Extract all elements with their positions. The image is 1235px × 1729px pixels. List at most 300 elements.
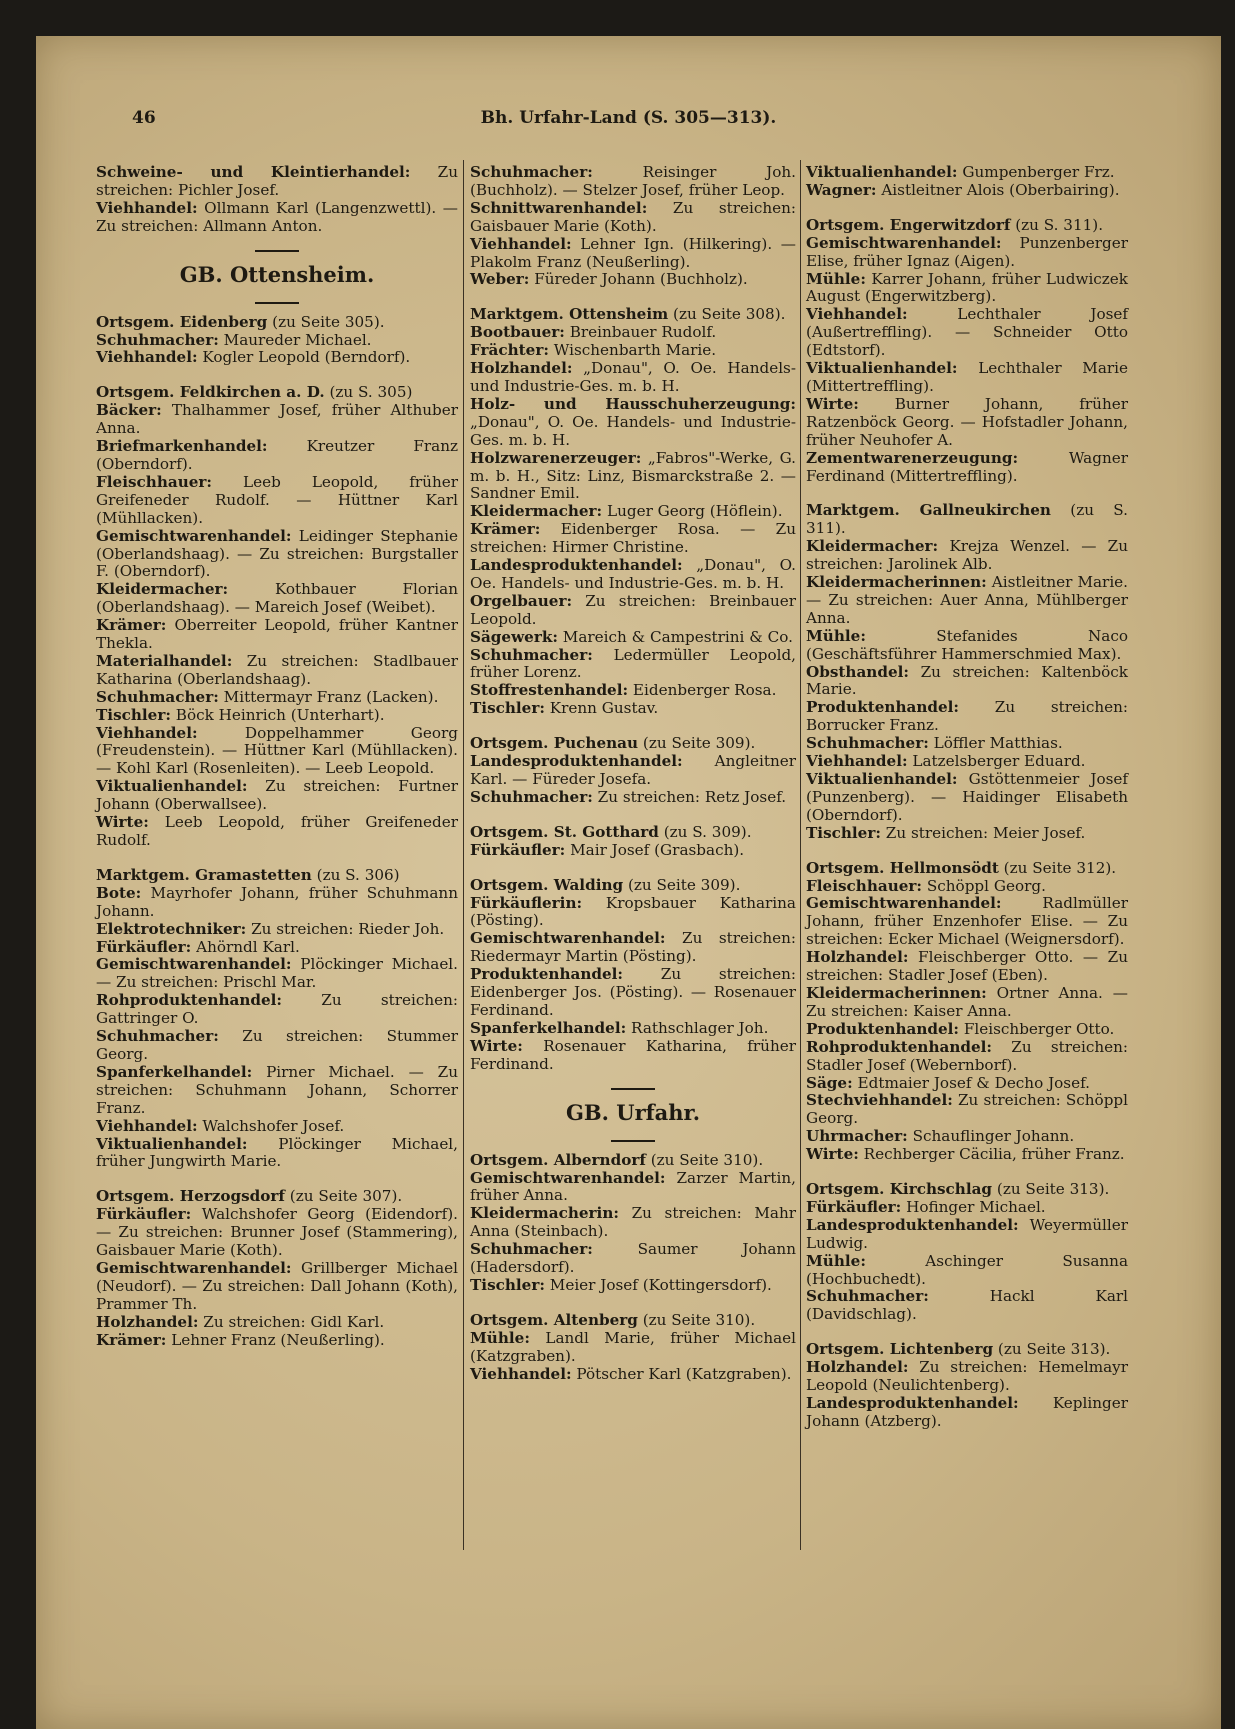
directory-entry bbox=[96, 814, 458, 850]
directory-entry bbox=[96, 164, 458, 200]
entry-keyword: Schnittwarenhandel: bbox=[470, 198, 648, 217]
directory-entry bbox=[96, 921, 458, 939]
entry-keyword: Viehhandel: bbox=[806, 305, 908, 324]
directory-entry bbox=[96, 1188, 458, 1206]
entry-text: Landl Marie, früher Michael (Katzgraben). bbox=[470, 1328, 796, 1365]
section-gap bbox=[470, 1295, 796, 1312]
entry-keyword: Viktualienhandel: bbox=[96, 1134, 248, 1153]
entry-text: Ahörndl Karl. bbox=[191, 937, 300, 956]
entry-keyword: Briefmarkenhandel: bbox=[96, 437, 268, 456]
directory-entry bbox=[806, 1341, 1128, 1359]
directory-entry bbox=[470, 700, 796, 718]
page-header bbox=[132, 108, 1125, 138]
entry-keyword: Stoffrestenhandel: bbox=[470, 681, 629, 700]
entry-keyword: Fürkäuflerin: bbox=[470, 893, 583, 912]
entry-keyword: Wirte: bbox=[806, 394, 859, 413]
entry-keyword: Krämer: bbox=[96, 1330, 167, 1349]
directory-entry bbox=[96, 1206, 458, 1260]
entry-text: (zu Seite 310). bbox=[637, 1310, 756, 1329]
directory-entry bbox=[96, 939, 458, 957]
entry-text: Leeb Leopold, früher Greifeneder Rudolf. — Hüttner Karl (Mühllacken). bbox=[96, 472, 458, 527]
entry-keyword: Tischler: bbox=[470, 1275, 545, 1294]
entry-text: Thalhammer Josef, früher Althuber Anna. bbox=[96, 401, 458, 438]
entry-text: Füreder Johann (Buchholz). bbox=[529, 270, 748, 289]
entry-keyword: Tischler: bbox=[806, 823, 881, 842]
directory-entry bbox=[470, 164, 796, 200]
entry-text: Zu streichen: Riedermayr Martin (Pösting). bbox=[470, 929, 796, 966]
directory-entry bbox=[470, 930, 796, 966]
directory-entry bbox=[96, 314, 458, 332]
directory-entry bbox=[470, 1038, 796, 1074]
entry-keyword: Holzhandel: bbox=[806, 1358, 909, 1377]
entry-keyword: Uhrmacher: bbox=[806, 1127, 908, 1146]
entry-text: Rechberger Cäcilia, früher Franz. bbox=[858, 1145, 1125, 1164]
entry-keyword: Orgelbauer: bbox=[470, 591, 573, 610]
entry-keyword: Viktualienhandel: bbox=[806, 770, 958, 788]
entry-text: Breinbauer Rudolf. bbox=[564, 323, 717, 342]
entry-keyword: Ortsgem. Puchenau bbox=[470, 734, 639, 753]
directory-entry bbox=[806, 217, 1128, 235]
entry-text: Angleitner Karl. — Füreder Josefa. bbox=[470, 752, 796, 788]
directory-entry bbox=[470, 1241, 796, 1277]
column-left bbox=[96, 164, 458, 1349]
entry-text: Kogler Leopold (Berndorf). bbox=[197, 348, 411, 367]
entry-keyword: Bäcker: bbox=[96, 401, 162, 420]
entry-text: Meier Josef (Kottingersdorf). bbox=[544, 1275, 772, 1294]
directory-entry bbox=[96, 778, 458, 814]
entry-keyword: Fürkäufler: bbox=[96, 1205, 192, 1224]
entry-keyword: Ortsgem. Engerwitzdorf bbox=[806, 215, 1011, 234]
directory-entry bbox=[470, 396, 796, 450]
entry-text: (zu S. 309). bbox=[658, 822, 752, 841]
entry-keyword: Holzhandel: bbox=[96, 1312, 199, 1331]
directory-entry bbox=[96, 1064, 458, 1118]
entry-keyword: Gemischtwarenhandel: bbox=[96, 1258, 292, 1277]
entry-text: Zu streichen: Pichler Josef. bbox=[96, 163, 459, 199]
entry-text: Wagner Ferdinand (Mittertreffling). bbox=[806, 448, 1128, 485]
directory-entry bbox=[470, 824, 796, 842]
entry-text: Kothbauer Florian (Oberlandshaag). — Mareich Josef (Weibet). bbox=[96, 580, 458, 617]
column-middle bbox=[470, 164, 796, 1383]
directory-entry bbox=[470, 200, 796, 236]
directory-entry bbox=[806, 360, 1128, 396]
entry-keyword: Bote: bbox=[96, 883, 142, 902]
entry-text: Gstöttenmeier Josef (Punzenberg). — Haidinger Elisabeth (Oberndorf). bbox=[806, 770, 1128, 824]
directory-entry bbox=[806, 396, 1128, 450]
entry-text: Zu streichen: Kaltenböck Marie. bbox=[806, 662, 1128, 699]
directory-entry bbox=[806, 1092, 1128, 1128]
section-gap bbox=[470, 860, 796, 877]
entry-keyword: Viehhandel: bbox=[470, 234, 572, 253]
entry-keyword: Materialhandel: bbox=[96, 651, 233, 670]
directory-entry bbox=[806, 1217, 1128, 1253]
entry-keyword: Schuhmacher: bbox=[470, 787, 593, 806]
entry-keyword: Viehhandel: bbox=[470, 1364, 572, 1383]
section-rule bbox=[255, 250, 299, 252]
entry-text: Walchshofer Josef. bbox=[197, 1116, 345, 1135]
entry-keyword: Schuhmacher: bbox=[96, 1027, 219, 1046]
entry-text: Saumer Johann (Hadersdorf). bbox=[470, 1240, 796, 1277]
entry-text: Löffler Matthias. bbox=[928, 734, 1063, 753]
entry-text: Zu streichen: Borrucker Franz. bbox=[806, 698, 1128, 735]
entry-keyword: Landesproduktenhandel: bbox=[470, 556, 683, 575]
entry-keyword: Fleischhauer: bbox=[806, 876, 923, 895]
entry-text: Zu streichen: Gidl Karl. bbox=[198, 1312, 385, 1331]
entry-keyword: Stechviehhandel: bbox=[806, 1091, 953, 1110]
entry-keyword: Kleidermacherinnen: bbox=[806, 983, 987, 1002]
entry-text: Punzenberger Elise, früher Ignaz (Aigen). bbox=[806, 233, 1128, 270]
entry-keyword: Produktenhandel: bbox=[806, 1019, 960, 1038]
entry-text: Reisinger Joh. (Buchholz). — Stelzer Josef, früher Leop. bbox=[470, 163, 796, 199]
entry-keyword: Mühle: bbox=[470, 1328, 530, 1347]
directory-entry bbox=[96, 200, 458, 236]
entry-keyword: Ortsgem. Kirchschlag bbox=[806, 1180, 993, 1199]
entry-text: Lechthaler Josef (Außertreffling). — Schneider Otto (Edtstorf). bbox=[806, 305, 1128, 360]
entry-keyword: Schuhmacher: bbox=[806, 734, 929, 753]
directory-entry bbox=[96, 581, 458, 617]
entry-keyword: Gemischtwarenhandel: bbox=[470, 929, 666, 948]
entry-text: Leidinger Stephanie (Oberlandshaag). — Zu streichen: Burgstaller F. (Oberndorf). bbox=[96, 526, 458, 581]
directory-entry bbox=[96, 474, 458, 528]
entry-keyword: Viehhandel: bbox=[96, 723, 198, 742]
directory-entry bbox=[96, 617, 458, 653]
directory-entry bbox=[96, 867, 458, 885]
entry-keyword: Spanferkelhandel: bbox=[470, 1018, 627, 1037]
directory-entry bbox=[806, 895, 1128, 949]
entry-text: „Donau", O. Oe. Handels- und Industrie-Ges. m. b. H. bbox=[470, 359, 796, 395]
directory-entry bbox=[96, 725, 458, 779]
directory-entry bbox=[470, 735, 796, 753]
directory-entry bbox=[806, 753, 1128, 771]
directory-entry bbox=[806, 949, 1128, 985]
entry-keyword: Landesproduktenhandel: bbox=[470, 752, 683, 771]
entry-keyword: Ortsgem. Eidenberg bbox=[96, 312, 268, 331]
entry-keyword: Ortsgem. Herzogsdorf bbox=[96, 1187, 285, 1206]
directory-entry bbox=[806, 1395, 1128, 1431]
directory-entry bbox=[470, 895, 796, 931]
entry-keyword: Viktualienhandel: bbox=[96, 777, 248, 796]
page-number: 46 bbox=[132, 108, 156, 128]
directory-entry bbox=[470, 877, 796, 895]
directory-entry bbox=[96, 1332, 458, 1350]
entry-text: (zu Seite 309). bbox=[638, 734, 756, 753]
directory-entry bbox=[96, 402, 458, 438]
entry-keyword: Fürkäufler: bbox=[470, 840, 566, 859]
directory-entry bbox=[470, 1170, 796, 1206]
directory-entry bbox=[470, 842, 796, 860]
entry-text: (zu Seite 313). bbox=[992, 1180, 1110, 1199]
entry-keyword: Ortsgem. Alberndorf bbox=[470, 1150, 646, 1169]
entry-text: Wischenbarth Marie. bbox=[548, 341, 717, 360]
entry-keyword: Gemischtwarenhandel: bbox=[806, 233, 1002, 252]
entry-text: Zarzer Martin, früher Anna. bbox=[470, 1168, 796, 1205]
directory-entry bbox=[96, 1118, 458, 1136]
entry-keyword: Fürkäufler: bbox=[96, 937, 192, 956]
directory-entry bbox=[806, 502, 1128, 538]
entry-keyword: Tischler: bbox=[96, 705, 171, 724]
directory-entry bbox=[470, 503, 796, 521]
entry-keyword: Landesproduktenhandel: bbox=[806, 1394, 1019, 1412]
directory-entry bbox=[470, 1366, 796, 1384]
section-gap bbox=[806, 485, 1128, 502]
entry-keyword: Ortsgem. Feldkirchen a. D. bbox=[96, 383, 325, 402]
entry-text: Plöckinger Michael, früher Jungwirth Marie. bbox=[96, 1134, 458, 1171]
directory-entry bbox=[806, 1039, 1128, 1075]
entry-keyword: Elektrotechniker: bbox=[96, 919, 247, 938]
entry-keyword: Schuhmacher: bbox=[96, 687, 219, 706]
directory-entry bbox=[806, 985, 1128, 1021]
entry-text: Lehner Franz (Neußerling). bbox=[166, 1330, 385, 1349]
entry-text: Pirner Michael. — Zu streichen: Schuhmann Johann, Schorrer Franz. bbox=[96, 1062, 458, 1117]
entry-text: (zu S. 306) bbox=[311, 865, 400, 884]
entry-text: Pötscher Karl (Katzgraben). bbox=[571, 1364, 792, 1383]
entry-text: Hofinger Michael. bbox=[901, 1197, 1046, 1216]
entry-text: Zu streichen: Stadlbauer Katharina (Oberlandshaag). bbox=[96, 651, 458, 688]
entry-keyword: Gemischtwarenhandel: bbox=[96, 955, 292, 974]
section-gap bbox=[806, 843, 1128, 860]
directory-entry bbox=[470, 1020, 796, 1038]
directory-entry bbox=[96, 1136, 458, 1172]
directory-entry bbox=[806, 271, 1128, 307]
entry-text: Krejza Wenzel. — Zu streichen: Jarolinek Alb. bbox=[806, 537, 1128, 574]
entry-text: Mareich & Campestrini & Co. bbox=[557, 627, 793, 646]
entry-text: Ledermüller Leopold, früher Lorenz. bbox=[470, 645, 796, 682]
section-rule bbox=[255, 302, 299, 304]
entry-keyword: Frächter: bbox=[470, 341, 549, 360]
directory-entry bbox=[96, 438, 458, 474]
directory-entry bbox=[806, 1146, 1128, 1164]
entry-keyword: Ortsgem. Hellmonsödt bbox=[806, 858, 999, 877]
directory-entry bbox=[806, 306, 1128, 360]
section-gap bbox=[470, 289, 796, 306]
directory-entry bbox=[96, 992, 458, 1028]
directory-entry bbox=[470, 1205, 796, 1241]
entry-text: Burner Johann, früher Ratzenböck Georg. — Hofstadler Johann, früher Neuhofer A. bbox=[806, 394, 1128, 449]
section-gap bbox=[96, 367, 458, 384]
directory-entry bbox=[806, 1288, 1128, 1324]
entry-text: (zu S. 305) bbox=[324, 383, 413, 402]
entry-keyword: Schuhmacher: bbox=[470, 163, 593, 181]
entry-text: (zu Seite 305). bbox=[267, 312, 385, 331]
entry-text: Plöckinger Michael. — Zu streichen: Prischl Mar. bbox=[96, 955, 458, 992]
directory-entry bbox=[96, 689, 458, 707]
directory-entry bbox=[470, 236, 796, 272]
entry-text: Zu streichen: Retz Josef. bbox=[592, 787, 787, 806]
entry-text: (zu Seite 307). bbox=[284, 1187, 403, 1206]
entry-keyword: Schuhmacher: bbox=[96, 330, 219, 349]
entry-keyword: Schuhmacher: bbox=[806, 1287, 929, 1306]
directory-entry bbox=[96, 956, 458, 992]
directory-entry bbox=[806, 699, 1128, 735]
directory-entry bbox=[806, 878, 1128, 896]
entry-keyword: Ortsgem. Walding bbox=[470, 875, 624, 894]
entry-keyword: Viehhandel: bbox=[806, 752, 908, 771]
directory-entry bbox=[806, 860, 1128, 878]
entry-keyword: Viktualienhandel: bbox=[806, 163, 958, 181]
directory-entry bbox=[806, 735, 1128, 753]
entry-text: Fleischberger Otto. bbox=[959, 1019, 1115, 1038]
directory-entry bbox=[806, 771, 1128, 825]
entry-keyword: Wagner: bbox=[806, 180, 877, 199]
entry-text: Fleischberger Otto. — Zu streichen: Stadler Josef (Eben). bbox=[806, 948, 1128, 985]
entry-keyword: Viehhandel: bbox=[96, 348, 198, 367]
directory-entry bbox=[470, 342, 796, 360]
entry-text: Rosenauer Katharina, früher Ferdinand. bbox=[470, 1036, 796, 1073]
running-title: Bh. Urfahr-Land (S. 305—313). bbox=[480, 108, 777, 128]
directory-entry bbox=[470, 1312, 796, 1330]
entry-text: Hackl Karl (Davidschlag). bbox=[806, 1287, 1128, 1324]
entry-text: Stefanides Naco (Geschäftsführer Hammerschmied Max). bbox=[806, 626, 1128, 663]
entry-keyword: Holzwarenerzeuger: bbox=[470, 448, 642, 467]
directory-entry bbox=[806, 628, 1128, 664]
entry-keyword: Mühle: bbox=[806, 626, 866, 645]
entry-keyword: Marktgem. Gramastetten bbox=[96, 865, 312, 884]
directory-entry bbox=[470, 629, 796, 647]
entry-text: Zu streichen: Furtner Johann (Oberwallsee). bbox=[96, 777, 458, 814]
entry-text: Kropsbauer Katharina (Pösting). bbox=[470, 893, 796, 930]
entry-keyword: Kleidermacher: bbox=[806, 537, 939, 556]
entry-keyword: Wirte: bbox=[470, 1036, 523, 1055]
entry-text: Aschinger Susanna (Hochbuchedt). bbox=[806, 1251, 1128, 1288]
entry-keyword: Krämer: bbox=[470, 520, 541, 539]
directory-entry bbox=[470, 647, 796, 683]
directory-entry bbox=[96, 1260, 458, 1314]
directory-entry bbox=[96, 528, 458, 582]
directory-entry bbox=[806, 574, 1128, 628]
entry-text: (zu Seite 310). bbox=[645, 1150, 764, 1169]
directory-entry bbox=[470, 1277, 796, 1295]
entry-text: (zu Seite 308). bbox=[668, 305, 786, 324]
entry-text: Zu streichen: Stadler Josef (Webernborf). bbox=[806, 1037, 1128, 1074]
entry-keyword: Produktenhandel: bbox=[470, 965, 624, 984]
directory-entry bbox=[806, 235, 1128, 271]
directory-entry bbox=[96, 1314, 458, 1332]
directory-entry bbox=[96, 1028, 458, 1064]
entry-text: Leeb Leopold, früher Greifeneder Rudolf. bbox=[96, 813, 458, 849]
entry-keyword: Landesproduktenhandel: bbox=[806, 1215, 1019, 1234]
entry-keyword: Gemischtwarenhandel: bbox=[806, 894, 1002, 913]
entry-text: Mayrhofer Johann, früher Schuhmann Johann. bbox=[96, 883, 458, 920]
entry-text: Mittermayr Franz (Lacken). bbox=[218, 687, 439, 706]
directory-entry bbox=[470, 789, 796, 807]
directory-entry bbox=[470, 1330, 796, 1366]
entry-text: Keplinger Johann (Atzberg). bbox=[806, 1394, 1128, 1430]
entry-text: Böck Heinrich (Unterhart). bbox=[170, 705, 385, 724]
directory-entry bbox=[96, 653, 458, 689]
directory-entry bbox=[470, 1152, 796, 1170]
entry-text: (zu Seite 312). bbox=[998, 858, 1117, 877]
entry-text: Schöppl Georg. bbox=[922, 876, 1046, 895]
entry-text: Zu streichen: Schöppl Georg. bbox=[806, 1091, 1128, 1128]
directory-entry bbox=[96, 707, 458, 725]
entry-text: (zu Seite 313). bbox=[993, 1340, 1111, 1359]
entry-keyword: Produktenhandel: bbox=[806, 698, 960, 717]
entry-text: Maureder Michael. bbox=[218, 330, 372, 349]
entry-text: „Donau", O. Oe. Handels- und Industrie-Ges. m. b. H. bbox=[470, 556, 796, 592]
entry-text: Luger Georg (Höflein). bbox=[602, 502, 783, 521]
section-gap bbox=[806, 1164, 1128, 1181]
entry-keyword: Säge: bbox=[806, 1073, 853, 1092]
section-rule bbox=[611, 1140, 655, 1142]
entry-keyword: Obsthandel: bbox=[806, 662, 909, 681]
entry-keyword: Holzhandel: bbox=[806, 948, 909, 967]
directory-entry bbox=[806, 1199, 1128, 1217]
directory-entry bbox=[470, 360, 796, 396]
directory-entry bbox=[806, 1021, 1128, 1039]
directory-entry bbox=[806, 664, 1128, 700]
column-divider bbox=[463, 160, 464, 1550]
entry-text: Ollmann Karl (Langenzwettl). — Zu streichen: Allmann Anton. bbox=[96, 198, 458, 235]
directory-entry bbox=[806, 164, 1128, 182]
entry-keyword: Krämer: bbox=[96, 616, 167, 635]
directory-entry bbox=[806, 1359, 1128, 1395]
entry-keyword: Rohproduktenhandel: bbox=[806, 1037, 993, 1056]
district-heading: GB. Urfahr. bbox=[565, 1099, 701, 1125]
entry-keyword: Schuhmacher: bbox=[470, 645, 593, 664]
directory-entry bbox=[470, 306, 796, 324]
entry-keyword: Viehhandel: bbox=[96, 198, 198, 217]
entry-text: Aistleitner Marie. — Zu streichen: Auer Anna, Mühlberger Anna. bbox=[806, 573, 1128, 627]
entry-keyword: Wirte: bbox=[96, 813, 149, 832]
directory-entry bbox=[470, 271, 796, 289]
entry-text: Zu streichen: Hemelmayr Leopold (Neulichtenberg). bbox=[806, 1358, 1128, 1395]
directory-entry bbox=[806, 450, 1128, 486]
entry-keyword: Kleidermacher: bbox=[470, 502, 603, 521]
section-gap bbox=[470, 718, 796, 735]
entry-text: Lechthaler Marie (Mittertreffling). bbox=[806, 359, 1128, 395]
entry-keyword: Ortsgem. St. Gotthard bbox=[470, 822, 659, 841]
entry-keyword: Ortsgem. Lichtenberg bbox=[806, 1340, 994, 1359]
entry-text: „Fabros"-Werke, G. m. b. H., Sitz: Linz, Bismarckstraße 2. — Sandner Emil. bbox=[470, 448, 796, 503]
directory-entry bbox=[470, 682, 796, 700]
entry-keyword: Zementwarenerzeugung: bbox=[806, 448, 1019, 467]
directory-entry bbox=[806, 1128, 1128, 1146]
entry-keyword: Sägewerk: bbox=[470, 627, 558, 646]
entry-text: Doppelhammer Georg (Freudenstein). — Hüttner Karl (Mühllacken). — Kohl Karl (Rosenleiten). — Leeb Leopold. bbox=[96, 723, 458, 778]
entry-keyword: Kleidermacherin: bbox=[470, 1204, 619, 1223]
entry-keyword: Schuhmacher: bbox=[470, 1240, 593, 1259]
entry-keyword: Kleidermacherinnen: bbox=[806, 573, 987, 592]
entry-text: Rathschlager Joh. bbox=[626, 1018, 769, 1037]
entry-text: Zu streichen: Mahr Anna (Steinbach). bbox=[470, 1204, 796, 1241]
section-gap bbox=[806, 200, 1128, 217]
directory-entry bbox=[470, 521, 796, 557]
directory-entry bbox=[470, 324, 796, 342]
entry-keyword: Gemischtwarenhandel: bbox=[470, 1168, 666, 1187]
entry-text: Edtmaier Josef & Decho Josef. bbox=[852, 1073, 1090, 1092]
entry-text: Radlmüller Johann, früher Enzenhofer Elise. — Zu streichen: Ecker Michael (Weignersdorf). bbox=[806, 894, 1128, 949]
entry-keyword: Kleidermacher: bbox=[96, 580, 229, 599]
directory-entry bbox=[806, 182, 1128, 200]
entry-keyword: Ortsgem. Altenberg bbox=[470, 1310, 638, 1329]
section-rule bbox=[611, 1088, 655, 1090]
entry-keyword: Tischler: bbox=[470, 699, 545, 718]
district-heading: GB. Ottensheim. bbox=[179, 261, 375, 287]
entry-text: Zu streichen: Eidenberger Jos. (Pösting). — Rosenauer Ferdinand. bbox=[470, 965, 796, 1019]
directory-entry bbox=[806, 538, 1128, 574]
entry-text: Grillberger Michael (Neudorf). — Zu streichen: Dall Johann (Koth), Prammer Th. bbox=[96, 1258, 458, 1313]
entry-text: Schauflinger Johann. bbox=[907, 1127, 1075, 1146]
directory-entry bbox=[806, 1181, 1128, 1199]
entry-text: Zu streichen: Gaisbauer Marie (Koth). bbox=[470, 198, 796, 235]
entry-text: (zu Seite 309). bbox=[623, 875, 741, 894]
entry-keyword: Marktgem. Gallneukirchen bbox=[806, 501, 1051, 520]
entry-keyword: Viehhandel: bbox=[96, 1116, 198, 1135]
entry-text: Zu streichen: Breinbauer Leopold. bbox=[470, 591, 796, 628]
entry-keyword: Wirte: bbox=[806, 1145, 859, 1164]
entry-keyword: Holz- und Hausschuherzeugung: bbox=[470, 394, 796, 413]
directory-entry bbox=[806, 825, 1128, 843]
